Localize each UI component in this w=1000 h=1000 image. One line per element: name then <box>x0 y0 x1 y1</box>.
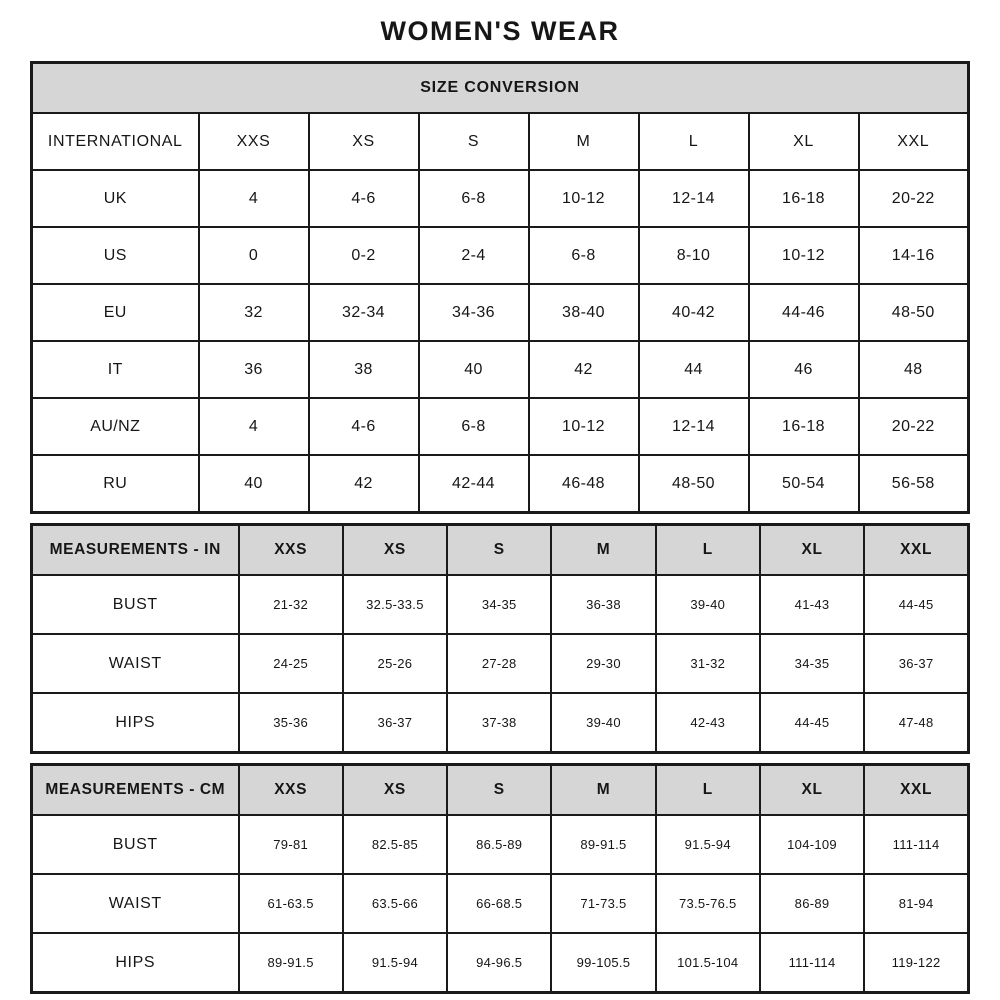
size-column-header: XL <box>760 525 864 576</box>
table-row <box>32 398 969 455</box>
size-value-cell: 20-22 <box>859 398 969 455</box>
size-value-cell: 39-40 <box>656 575 760 634</box>
size-value-cell: 36-37 <box>343 693 447 753</box>
size-value-cell: 2-4 <box>419 227 529 284</box>
table-row <box>32 341 969 398</box>
size-value-cell: 0 <box>199 227 309 284</box>
size-value-cell: 42 <box>309 455 419 513</box>
size-conversion-header: SIZE CONVERSION <box>32 63 969 114</box>
size-value-cell: 44-46 <box>749 284 859 341</box>
size-value-cell: 94-96.5 <box>447 933 551 993</box>
measurements-cm-body <box>32 815 969 993</box>
size-value-cell: 12-14 <box>639 398 749 455</box>
size-column-header: XXL <box>864 765 968 816</box>
row-label: UK <box>32 170 199 227</box>
size-value-cell: 89-91.5 <box>239 933 343 993</box>
size-column-header: L <box>656 525 760 576</box>
size-column-header: L <box>639 113 749 170</box>
size-value-cell: 14-16 <box>859 227 969 284</box>
size-value-cell: 21-32 <box>239 575 343 634</box>
size-value-cell: 44 <box>639 341 749 398</box>
size-value-cell: 10-12 <box>749 227 859 284</box>
size-value-cell: 38 <box>309 341 419 398</box>
size-value-cell: 12-14 <box>639 170 749 227</box>
size-value-cell: 86-89 <box>760 874 864 933</box>
size-value-cell: 32-34 <box>309 284 419 341</box>
size-value-cell: 50-54 <box>749 455 859 513</box>
size-value-cell: 48-50 <box>859 284 969 341</box>
size-value-cell: 104-109 <box>760 815 864 874</box>
size-value-cell: 48-50 <box>639 455 749 513</box>
size-column-header: M <box>551 525 655 576</box>
size-conversion-body <box>32 170 969 513</box>
size-value-cell: 111-114 <box>864 815 968 874</box>
size-value-cell: 10-12 <box>529 398 639 455</box>
table-row <box>32 455 969 513</box>
size-value-cell: 31-32 <box>656 634 760 693</box>
size-value-cell: 63.5-66 <box>343 874 447 933</box>
size-value-cell: 82.5-85 <box>343 815 447 874</box>
table-row <box>32 575 969 634</box>
size-value-cell: 101.5-104 <box>656 933 760 993</box>
size-value-cell: 61-63.5 <box>239 874 343 933</box>
size-column-header: INTERNATIONAL <box>32 113 199 170</box>
size-value-cell: 91.5-94 <box>656 815 760 874</box>
row-label: BUST <box>32 815 239 874</box>
size-column-header: XXL <box>864 525 968 576</box>
size-column-header: M <box>529 113 639 170</box>
size-value-cell: 42-43 <box>656 693 760 753</box>
table-row <box>32 170 969 227</box>
size-value-cell: 81-94 <box>864 874 968 933</box>
size-value-cell: 16-18 <box>749 398 859 455</box>
size-value-cell: 4-6 <box>309 170 419 227</box>
size-value-cell: 35-36 <box>239 693 343 753</box>
row-label: WAIST <box>32 634 239 693</box>
size-columns-row <box>32 113 969 170</box>
size-value-cell: 91.5-94 <box>343 933 447 993</box>
size-value-cell: 66-68.5 <box>447 874 551 933</box>
row-label: AU/NZ <box>32 398 199 455</box>
size-column-header: XL <box>760 765 864 816</box>
size-value-cell: 34-35 <box>760 634 864 693</box>
size-value-cell: 27-28 <box>447 634 551 693</box>
size-value-cell: 44-45 <box>760 693 864 753</box>
size-conversion-table <box>30 61 970 514</box>
size-value-cell: 40-42 <box>639 284 749 341</box>
size-value-cell: 6-8 <box>419 398 529 455</box>
size-value-cell: 24-25 <box>239 634 343 693</box>
table-row <box>32 634 969 693</box>
size-column-header: XXL <box>859 113 969 170</box>
row-label: US <box>32 227 199 284</box>
size-column-header: XXS <box>239 525 343 576</box>
size-column-header: M <box>551 765 655 816</box>
row-label: WAIST <box>32 874 239 933</box>
size-value-cell: 36-38 <box>551 575 655 634</box>
measurements-cm-table <box>30 763 970 994</box>
size-value-cell: 10-12 <box>529 170 639 227</box>
size-value-cell: 36-37 <box>864 634 968 693</box>
size-value-cell: 99-105.5 <box>551 933 655 993</box>
row-label: BUST <box>32 575 239 634</box>
table-row <box>32 933 969 993</box>
table-row <box>32 284 969 341</box>
size-value-cell: 32 <box>199 284 309 341</box>
size-value-cell: 6-8 <box>419 170 529 227</box>
size-value-cell: 40 <box>199 455 309 513</box>
size-value-cell: 29-30 <box>551 634 655 693</box>
page-title: WOMEN'S WEAR <box>380 16 620 46</box>
size-value-cell: 79-81 <box>239 815 343 874</box>
size-value-cell: 44-45 <box>864 575 968 634</box>
table-row <box>32 693 969 753</box>
size-value-cell: 56-58 <box>859 455 969 513</box>
row-label: IT <box>32 341 199 398</box>
size-value-cell: 86.5-89 <box>447 815 551 874</box>
measurements-cm-header-row <box>32 765 969 816</box>
size-value-cell: 40 <box>419 341 529 398</box>
size-column-header: S <box>447 525 551 576</box>
size-value-cell: 73.5-76.5 <box>656 874 760 933</box>
size-value-cell: 89-91.5 <box>551 815 655 874</box>
size-column-header: XL <box>749 113 859 170</box>
size-value-cell: 119-122 <box>864 933 968 993</box>
size-value-cell: 32.5-33.5 <box>343 575 447 634</box>
size-value-cell: 47-48 <box>864 693 968 753</box>
size-value-cell: 25-26 <box>343 634 447 693</box>
size-column-header: XXS <box>199 113 309 170</box>
row-label: HIPS <box>32 693 239 753</box>
size-value-cell: 39-40 <box>551 693 655 753</box>
row-label: HIPS <box>32 933 239 993</box>
size-column-header: S <box>419 113 529 170</box>
size-column-header: L <box>656 765 760 816</box>
size-value-cell: 42-44 <box>419 455 529 513</box>
size-value-cell: 4 <box>199 398 309 455</box>
table-row <box>32 815 969 874</box>
table-row <box>32 63 969 114</box>
size-value-cell: 20-22 <box>859 170 969 227</box>
size-value-cell: 37-38 <box>447 693 551 753</box>
size-value-cell: 46 <box>749 341 859 398</box>
size-value-cell: 16-18 <box>749 170 859 227</box>
row-label: RU <box>32 455 199 513</box>
size-value-cell: 41-43 <box>760 575 864 634</box>
size-column-header: XS <box>343 525 447 576</box>
size-value-cell: 0-2 <box>309 227 419 284</box>
size-value-cell: 42 <box>529 341 639 398</box>
size-value-cell: 34-35 <box>447 575 551 634</box>
measurements-in-header: MEASUREMENTS - IN <box>32 525 239 576</box>
size-column-header: XXS <box>239 765 343 816</box>
size-value-cell: 71-73.5 <box>551 874 655 933</box>
size-column-header: S <box>447 765 551 816</box>
row-label: EU <box>32 284 199 341</box>
size-value-cell: 36 <box>199 341 309 398</box>
table-row <box>32 874 969 933</box>
table-row <box>32 227 969 284</box>
size-value-cell: 34-36 <box>419 284 529 341</box>
measurements-in-body <box>32 575 969 753</box>
size-value-cell: 6-8 <box>529 227 639 284</box>
measurements-in-header-row <box>32 525 969 576</box>
size-value-cell: 46-48 <box>529 455 639 513</box>
size-value-cell: 48 <box>859 341 969 398</box>
size-value-cell: 111-114 <box>760 933 864 993</box>
size-value-cell: 4 <box>199 170 309 227</box>
size-column-header: XS <box>343 765 447 816</box>
measurements-cm-header: MEASUREMENTS - CM <box>32 765 239 816</box>
size-column-header: XS <box>309 113 419 170</box>
size-value-cell: 4-6 <box>309 398 419 455</box>
measurements-in-table <box>30 523 970 754</box>
size-value-cell: 8-10 <box>639 227 749 284</box>
size-value-cell: 38-40 <box>529 284 639 341</box>
